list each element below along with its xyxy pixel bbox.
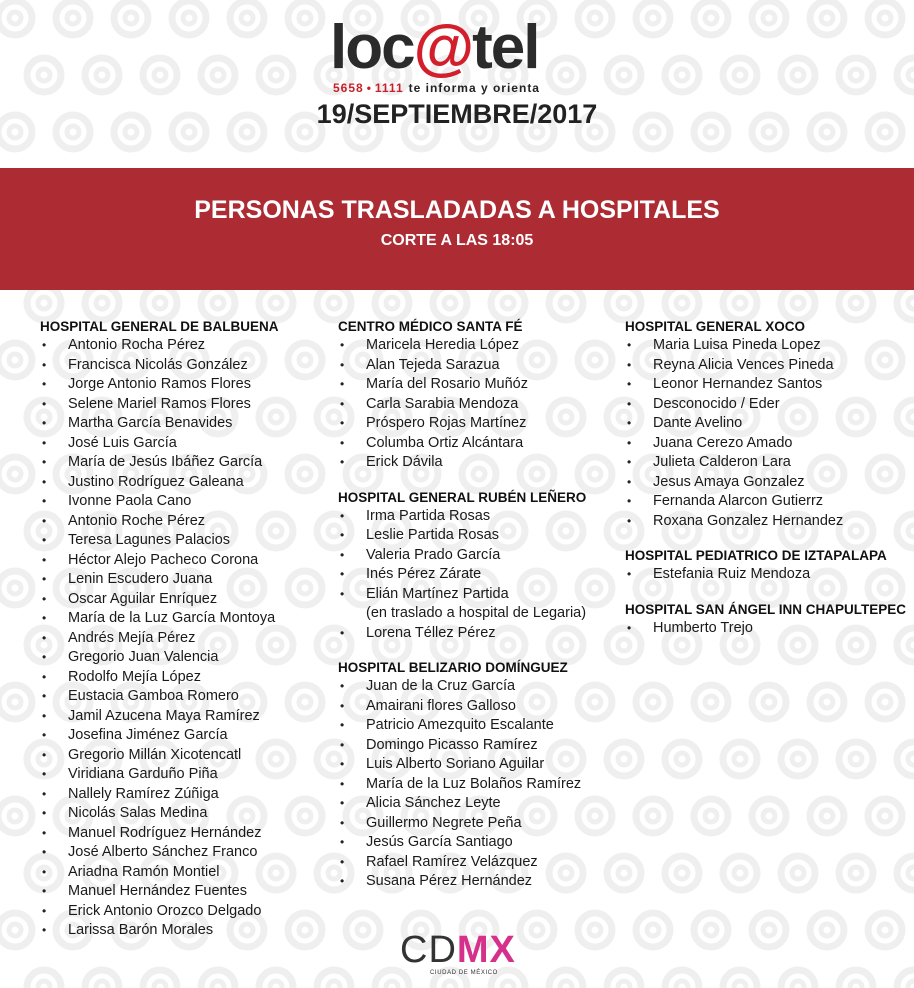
patient-list: [40, 336, 325, 941]
list-item: • Jesús García Santiago: [338, 833, 618, 853]
list-item: • Susana Pérez Hernández: [338, 872, 618, 892]
patient-list: [338, 677, 618, 892]
list-item: • Fernanda Alarcon Gutierrz: [625, 492, 910, 512]
list-item: • María de la Luz García Montoya: [40, 609, 325, 629]
list-item: • Gregorio Juan Valencia: [40, 648, 325, 668]
hospital-belizario: [338, 659, 618, 892]
hospital-title: HOSPITAL BELIZARIO DOMÍNGUEZ: [338, 660, 568, 675]
watermark-ring: [27, 286, 61, 320]
cdmx-caption: CIUDAD DE MÉXICO: [430, 970, 498, 976]
locatel-logo: loc@tel 5658 • 1111 te informa y orienta: [330, 18, 600, 88]
list-item: • Roxana Gonzalez Hernandez: [625, 512, 910, 532]
list-item: • Juan de la Cruz García: [338, 677, 618, 697]
title-banner: [0, 168, 914, 290]
hospital-title: HOSPITAL GENERAL RUBÉN LEÑERO: [338, 489, 587, 505]
list-item: • Erick Dávila: [338, 453, 618, 473]
hospital-ruben-lenero: [338, 489, 618, 644]
watermark-ring: [259, 286, 293, 320]
list-item: • Teresa Lagunes Palacios: [40, 531, 325, 551]
list-item: • Martha García Benavides: [40, 414, 325, 434]
list-item: • Leslie Partida Rosas: [338, 526, 618, 546]
list-item: • Amairani flores Galloso: [338, 697, 618, 717]
patient-list: [338, 336, 618, 473]
list-item: • Ariadna Ramón Montiel: [40, 863, 325, 883]
watermark-ring: [607, 286, 641, 320]
hospital-title: HOSPITAL PEDIATRICO DE IZTAPALAPA: [625, 548, 887, 563]
list-item: • Antonio Roche Pérez: [40, 512, 325, 532]
header: [0, 0, 914, 168]
watermark-ring: [781, 286, 815, 320]
column-1: [40, 318, 325, 957]
list-item: • Patricio Amezquito Escalante: [338, 716, 618, 736]
list-item: • Irma Partida Rosas: [338, 507, 618, 527]
list-item: • Alicia Sánchez Leyte: [338, 794, 618, 814]
list-item: • Maricela Heredia López: [338, 336, 618, 356]
list-item: • Francisca Nicolás González: [40, 356, 325, 376]
watermark-ring: [375, 286, 409, 320]
list-item: • Maria Luisa Pineda Lopez: [625, 336, 910, 356]
hospital-xoco: [625, 318, 910, 531]
list-item: • Nallely Ramírez Zúñiga: [40, 785, 325, 805]
list-item: • Erick Antonio Orozco Delgado: [40, 902, 325, 922]
list-item: • Valeria Prado García: [338, 546, 618, 566]
list-item: • María de Jesús Ibáñez García: [40, 453, 325, 473]
watermark-ring: [897, 286, 914, 320]
column-2: [338, 318, 618, 908]
list-item: • Inés Pérez Zárate: [338, 565, 618, 585]
list-item: • Julieta Calderon Lara: [625, 453, 910, 473]
hospital-santa-fe: [338, 318, 618, 473]
list-item: • Héctor Alejo Pacheco Corona: [40, 551, 325, 571]
list-item: • Lenin Escudero Juana: [40, 570, 325, 590]
watermark-ring: [201, 286, 235, 320]
watermark-ring: [143, 286, 177, 320]
list-item: • Domingo Picasso Ramírez: [338, 736, 618, 756]
hospital-balbuena: [40, 318, 325, 941]
list-item: • Luis Alberto Soriano Aguilar: [338, 755, 618, 775]
list-item: • Oscar Aguilar Enríquez: [40, 590, 325, 610]
logo-tagline: 5658 • 1111 te informa y orienta: [333, 81, 540, 95]
list-item: • Selene Mariel Ramos Flores: [40, 395, 325, 415]
list-item: • Josefina Jiménez García: [40, 726, 325, 746]
list-item: • Antonio Rocha Pérez: [40, 336, 325, 356]
list-item: • Viridiana Garduño Piña: [40, 765, 325, 785]
list-item: • Guillermo Negrete Peña: [338, 814, 618, 834]
list-item: • María del Rosario Muñóz: [338, 375, 618, 395]
patient-list: [625, 619, 910, 639]
column-3: [625, 318, 910, 654]
list-item: • Próspero Rojas Martínez: [338, 414, 618, 434]
list-item: • Manuel Hernández Fuentes: [40, 882, 325, 902]
cdmx-logo: CDMX CIUDAD DE MÉXICO: [400, 929, 516, 976]
watermark-ring: [549, 286, 583, 320]
list-item: • Estefania Ruiz Mendoza: [625, 565, 910, 585]
list-item: • Larissa Barón Morales: [40, 921, 325, 941]
hospital-lists: [0, 318, 914, 958]
cutoff-time: CORTE A LAS 18:05: [380, 232, 534, 249]
list-item: • Jesus Amaya Gonzalez: [625, 473, 910, 493]
list-item: • José Luis García: [40, 434, 325, 454]
hospital-pediatrico: [625, 547, 910, 585]
list-item: • Dante Avelino: [625, 414, 910, 434]
watermark-ring: [723, 286, 757, 320]
watermark-ring: [317, 286, 351, 320]
page-title: PERSONAS TRASLADADAS A HOSPITALES: [194, 196, 720, 224]
patient-list: [625, 336, 910, 531]
patient-list: [338, 507, 618, 644]
list-item: • Ivonne Paola Cano: [40, 492, 325, 512]
report-date: 19/SEPTIEMBRE/2017: [316, 99, 598, 129]
list-item: • Rafael Ramírez Velázquez: [338, 853, 618, 873]
watermark-ring: [491, 286, 525, 320]
watermark-ring: [85, 286, 119, 320]
list-item: • Gregorio Millán Xicotencatl: [40, 746, 325, 766]
transfer-note: (en traslado a hospital de Legaria): [366, 605, 587, 621]
list-item: • Humberto Trejo: [625, 619, 910, 639]
hospital-title: HOSPITAL SAN ÁNGEL INN CHAPULTEPEC: [625, 601, 907, 617]
list-item: • Manuel Rodríguez Hernández: [40, 824, 325, 844]
list-item: • Reyna Alicia Vences Pineda: [625, 356, 910, 376]
list-item: • Justino Rodríguez Galeana: [40, 473, 325, 493]
list-item: • María de la Luz Bolaños Ramírez: [338, 775, 618, 795]
footer: [0, 928, 914, 988]
list-item: • Nicolás Salas Medina: [40, 804, 325, 824]
hospital-title: HOSPITAL GENERAL XOCO: [625, 319, 806, 334]
list-item: • Carla Sarabia Mendoza: [338, 395, 618, 415]
list-item: • Juana Cerezo Amado: [625, 434, 910, 454]
watermark-ring: [839, 286, 873, 320]
watermark-ring: [665, 286, 699, 320]
list-item: • Alan Tejeda Sarazua: [338, 356, 618, 376]
list-item: • Desconocido / Eder: [625, 395, 910, 415]
list-item: • Eustacia Gamboa Romero: [40, 687, 325, 707]
list-item: • Leonor Hernandez Santos: [625, 375, 910, 395]
hospital-title: CENTRO MÉDICO SANTA FÉ: [338, 319, 523, 334]
watermark-ring: [433, 286, 467, 320]
list-item: • Jorge Antonio Ramos Flores: [40, 375, 325, 395]
list-item: • Columba Ortiz Alcántara: [338, 434, 618, 454]
patient-list: [625, 565, 910, 585]
list-item: • Lorena Téllez Pérez: [338, 624, 618, 644]
list-item: • Elián Martínez Partida: [338, 585, 618, 605]
list-item: • Rodolfo Mejía López: [40, 668, 325, 688]
list-item: • Andrés Mejía Pérez: [40, 629, 325, 649]
hospital-san-angel: [625, 601, 910, 639]
list-item: • Jamil Azucena Maya Ramírez: [40, 707, 325, 727]
hospital-title: HOSPITAL GENERAL DE BALBUENA: [40, 319, 279, 334]
list-item: • José Alberto Sánchez Franco: [40, 843, 325, 863]
